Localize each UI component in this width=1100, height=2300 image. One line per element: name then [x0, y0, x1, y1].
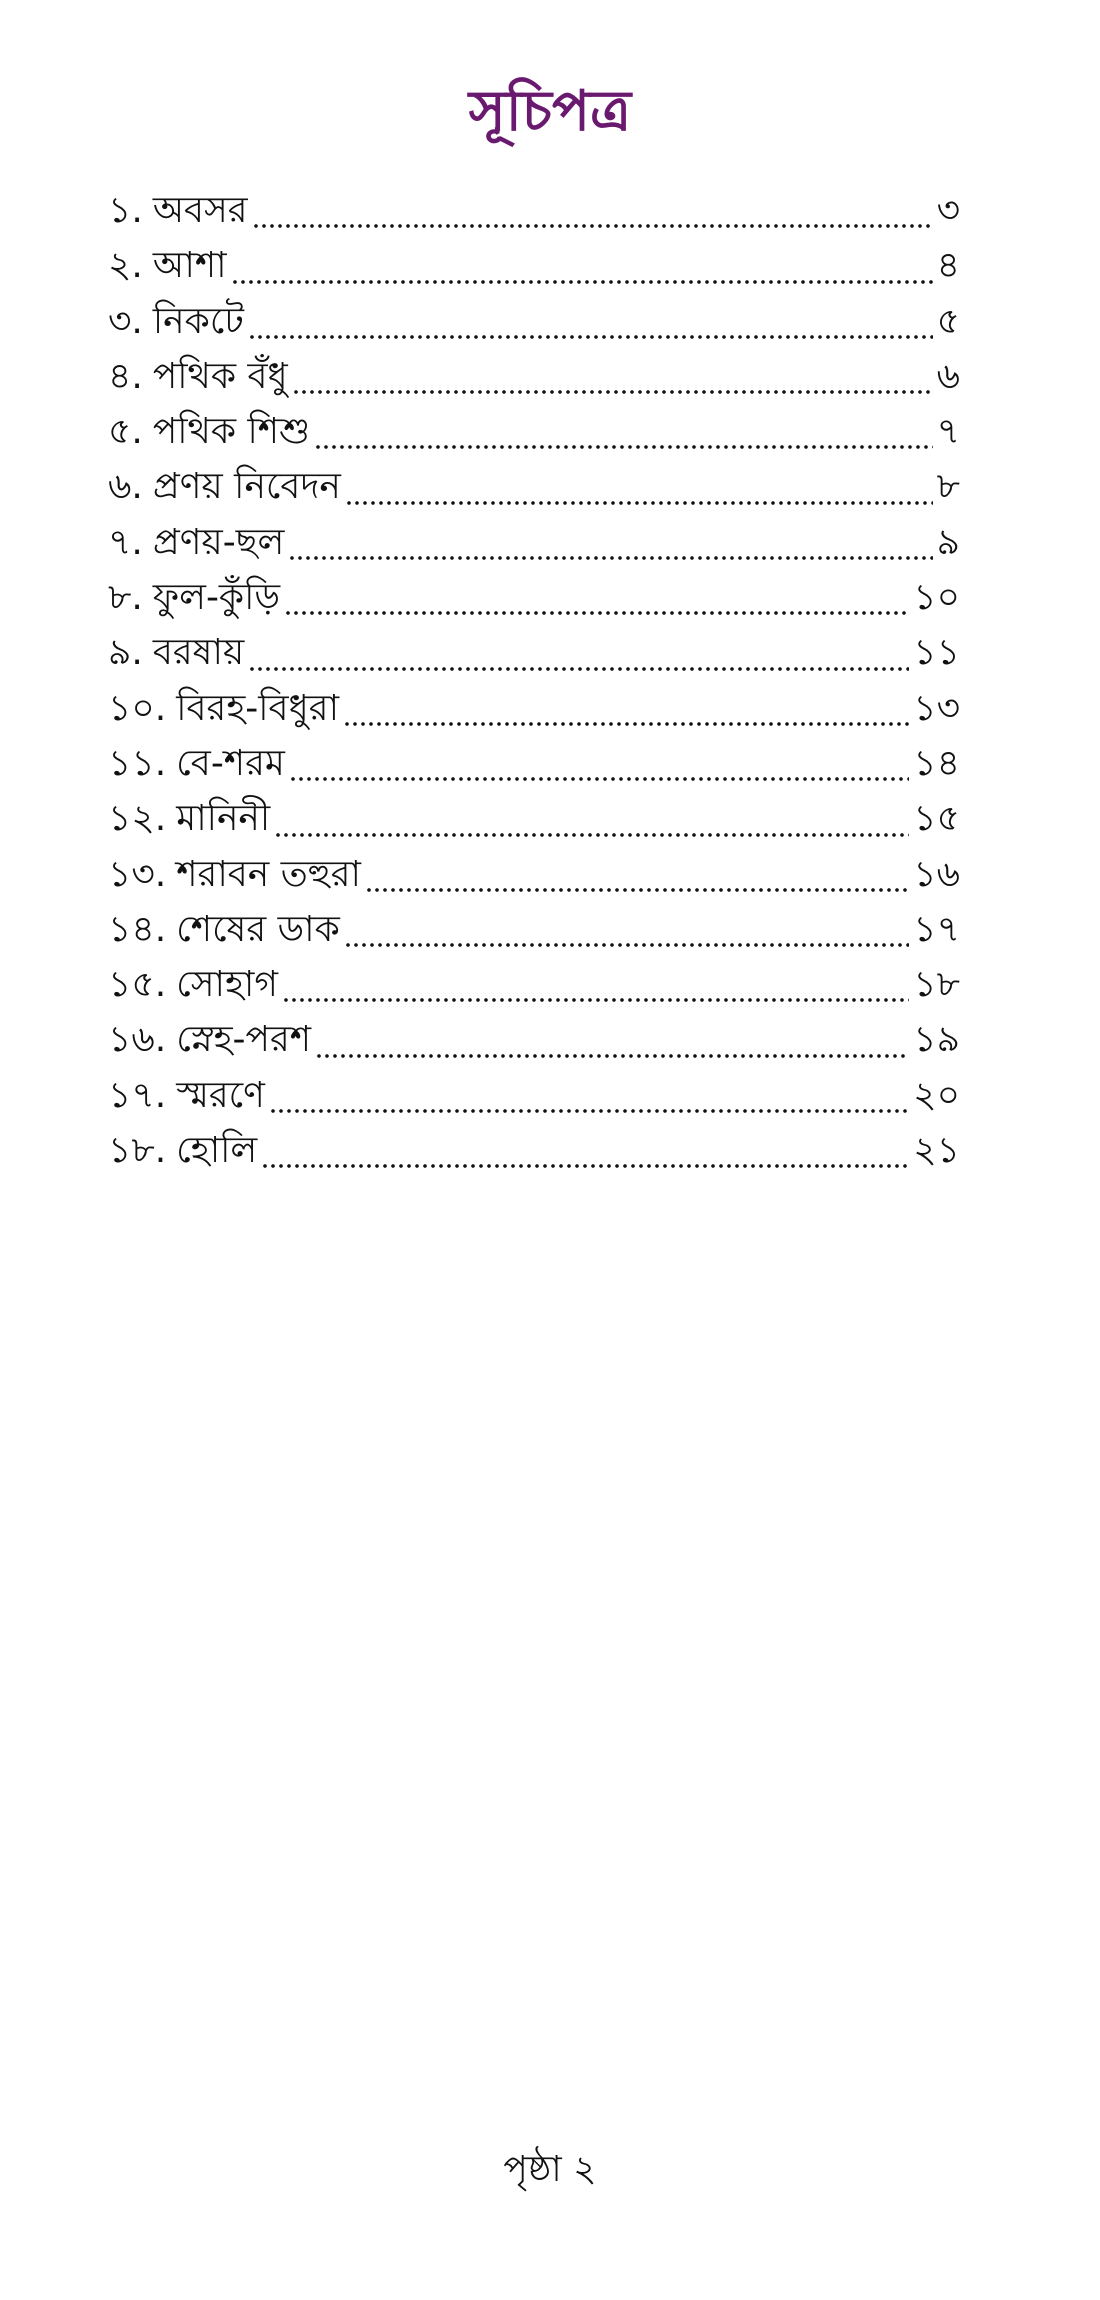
- dot-leader: [248, 666, 909, 672]
- toc-entry-number: ৬.: [108, 466, 143, 508]
- toc-entry-number: ৯.: [108, 632, 143, 674]
- toc-entry: [108, 404, 960, 459]
- toc-entry-title: প্রণয়-ছল: [152, 521, 285, 563]
- toc-entry-number: ৫.: [108, 411, 143, 453]
- dot-leader: [343, 721, 909, 727]
- toc-entry-title: বরষায়: [152, 632, 245, 674]
- toc-entry-title: বে-শরম: [176, 742, 285, 784]
- toc-entry-page: ১১: [913, 632, 960, 674]
- toc-entry-title: শেষের ডাক: [176, 908, 340, 950]
- toc-entry-page: ১০: [913, 577, 960, 619]
- page-number: পৃষ্ঠা ২: [503, 2149, 597, 2190]
- toc-entry-number: ১৭.: [108, 1074, 167, 1116]
- toc-entry-page: ১৩: [913, 687, 960, 729]
- dot-leader: [344, 942, 909, 948]
- toc-entry-page: ২০: [913, 1074, 960, 1116]
- dot-leader: [269, 1108, 909, 1114]
- toc-entry-page: ৬: [936, 355, 960, 397]
- dot-leader: [292, 389, 933, 395]
- toc-entry-title: ফুল-কুঁড়ি: [152, 577, 281, 619]
- dot-leader: [248, 334, 933, 340]
- toc-entry-title: স্মরণে: [176, 1074, 265, 1116]
- toc-entry: [108, 1123, 960, 1178]
- toc-entry: [108, 294, 960, 349]
- dot-leader: [314, 444, 932, 450]
- toc-entry-title: আশা: [152, 245, 227, 287]
- toc-entry-number: ১৮.: [108, 1130, 167, 1172]
- toc-entry-number: ১৬.: [108, 1019, 167, 1061]
- toc-entry-title: শরাবন তহুরা: [176, 853, 361, 895]
- toc-entry: [108, 681, 960, 736]
- toc-entry-page: ১৮: [913, 964, 960, 1006]
- toc-entry: [108, 902, 960, 957]
- toc-entry-page: ৮: [936, 466, 960, 508]
- toc-entry-title: প্রণয় নিবেদন: [152, 466, 341, 508]
- toc-entry-number: ১২.: [108, 798, 167, 840]
- table-of-contents: [108, 183, 960, 1178]
- dot-leader: [365, 887, 909, 893]
- toc-entry: [108, 349, 960, 404]
- toc-entry-title: বিরহ-বিধুরা: [176, 687, 340, 729]
- toc-entry: [108, 238, 960, 293]
- toc-entry-number: ১১.: [108, 742, 167, 784]
- toc-entry: [108, 847, 960, 902]
- toc-entry-number: ৭.: [108, 521, 143, 563]
- dot-leader: [315, 1053, 909, 1059]
- dot-leader: [261, 1163, 909, 1169]
- toc-entry-number: ৪.: [108, 355, 143, 397]
- toc-entry-page: ১৪: [913, 742, 960, 784]
- toc-entry-number: ১৫.: [108, 964, 167, 1006]
- toc-entry-page: ৭: [936, 411, 960, 453]
- toc-entry: [108, 1012, 960, 1067]
- toc-entry-title: সোহাগ: [176, 964, 278, 1006]
- toc-entry: [108, 570, 960, 625]
- toc-entry-page: ১৫: [913, 798, 960, 840]
- toc-entry-page: ৪: [936, 245, 960, 287]
- toc-entry-number: ৮.: [108, 577, 143, 619]
- dot-leader: [288, 555, 932, 561]
- dot-leader: [345, 500, 933, 506]
- dot-leader: [284, 610, 909, 616]
- toc-entry-number: ২.: [108, 245, 143, 287]
- toc-entry-number: ১৪.: [108, 908, 167, 950]
- toc-entry-page: ১৭: [913, 908, 960, 950]
- toc-entry: [108, 791, 960, 846]
- toc-entry-number: ১৩.: [108, 853, 167, 895]
- toc-entry: [108, 1068, 960, 1123]
- dot-leader: [289, 776, 909, 782]
- toc-entry-title: পথিক শিশু: [152, 411, 311, 453]
- toc-entry-title: নিকটে: [152, 300, 244, 342]
- toc-entry-number: ৩.: [108, 300, 143, 342]
- toc-entry-page: ৩: [936, 190, 960, 231]
- page-title: সূচিপত্র: [468, 79, 632, 144]
- dot-leader: [231, 279, 933, 285]
- toc-entry: [108, 515, 960, 570]
- toc-entry: [108, 957, 960, 1012]
- dot-leader: [282, 997, 909, 1003]
- toc-entry-page: ৫: [936, 300, 960, 342]
- toc-entry: [108, 625, 960, 680]
- toc-entry-page: ১৬: [913, 853, 960, 895]
- toc-entry-title: অবসর: [152, 190, 248, 231]
- toc-entry: [108, 459, 960, 514]
- dot-leader: [274, 832, 909, 838]
- toc-entry-title: মানিনী: [176, 798, 271, 840]
- toc-entry-number: ১০.: [108, 687, 167, 729]
- toc-entry: [108, 183, 960, 238]
- toc-entry-number: ১.: [108, 190, 143, 231]
- toc-entry-title: স্নেহ-পরশ: [176, 1019, 312, 1061]
- toc-entry-page: ১৯: [913, 1019, 960, 1061]
- dot-leader: [252, 223, 933, 229]
- toc-entry-page: ২১: [913, 1130, 960, 1172]
- toc-entry-title: পথিক বঁধু: [152, 355, 288, 397]
- toc-entry-title: হোলি: [176, 1130, 258, 1172]
- toc-entry-page: ৯: [936, 521, 960, 563]
- toc-entry: [108, 736, 960, 791]
